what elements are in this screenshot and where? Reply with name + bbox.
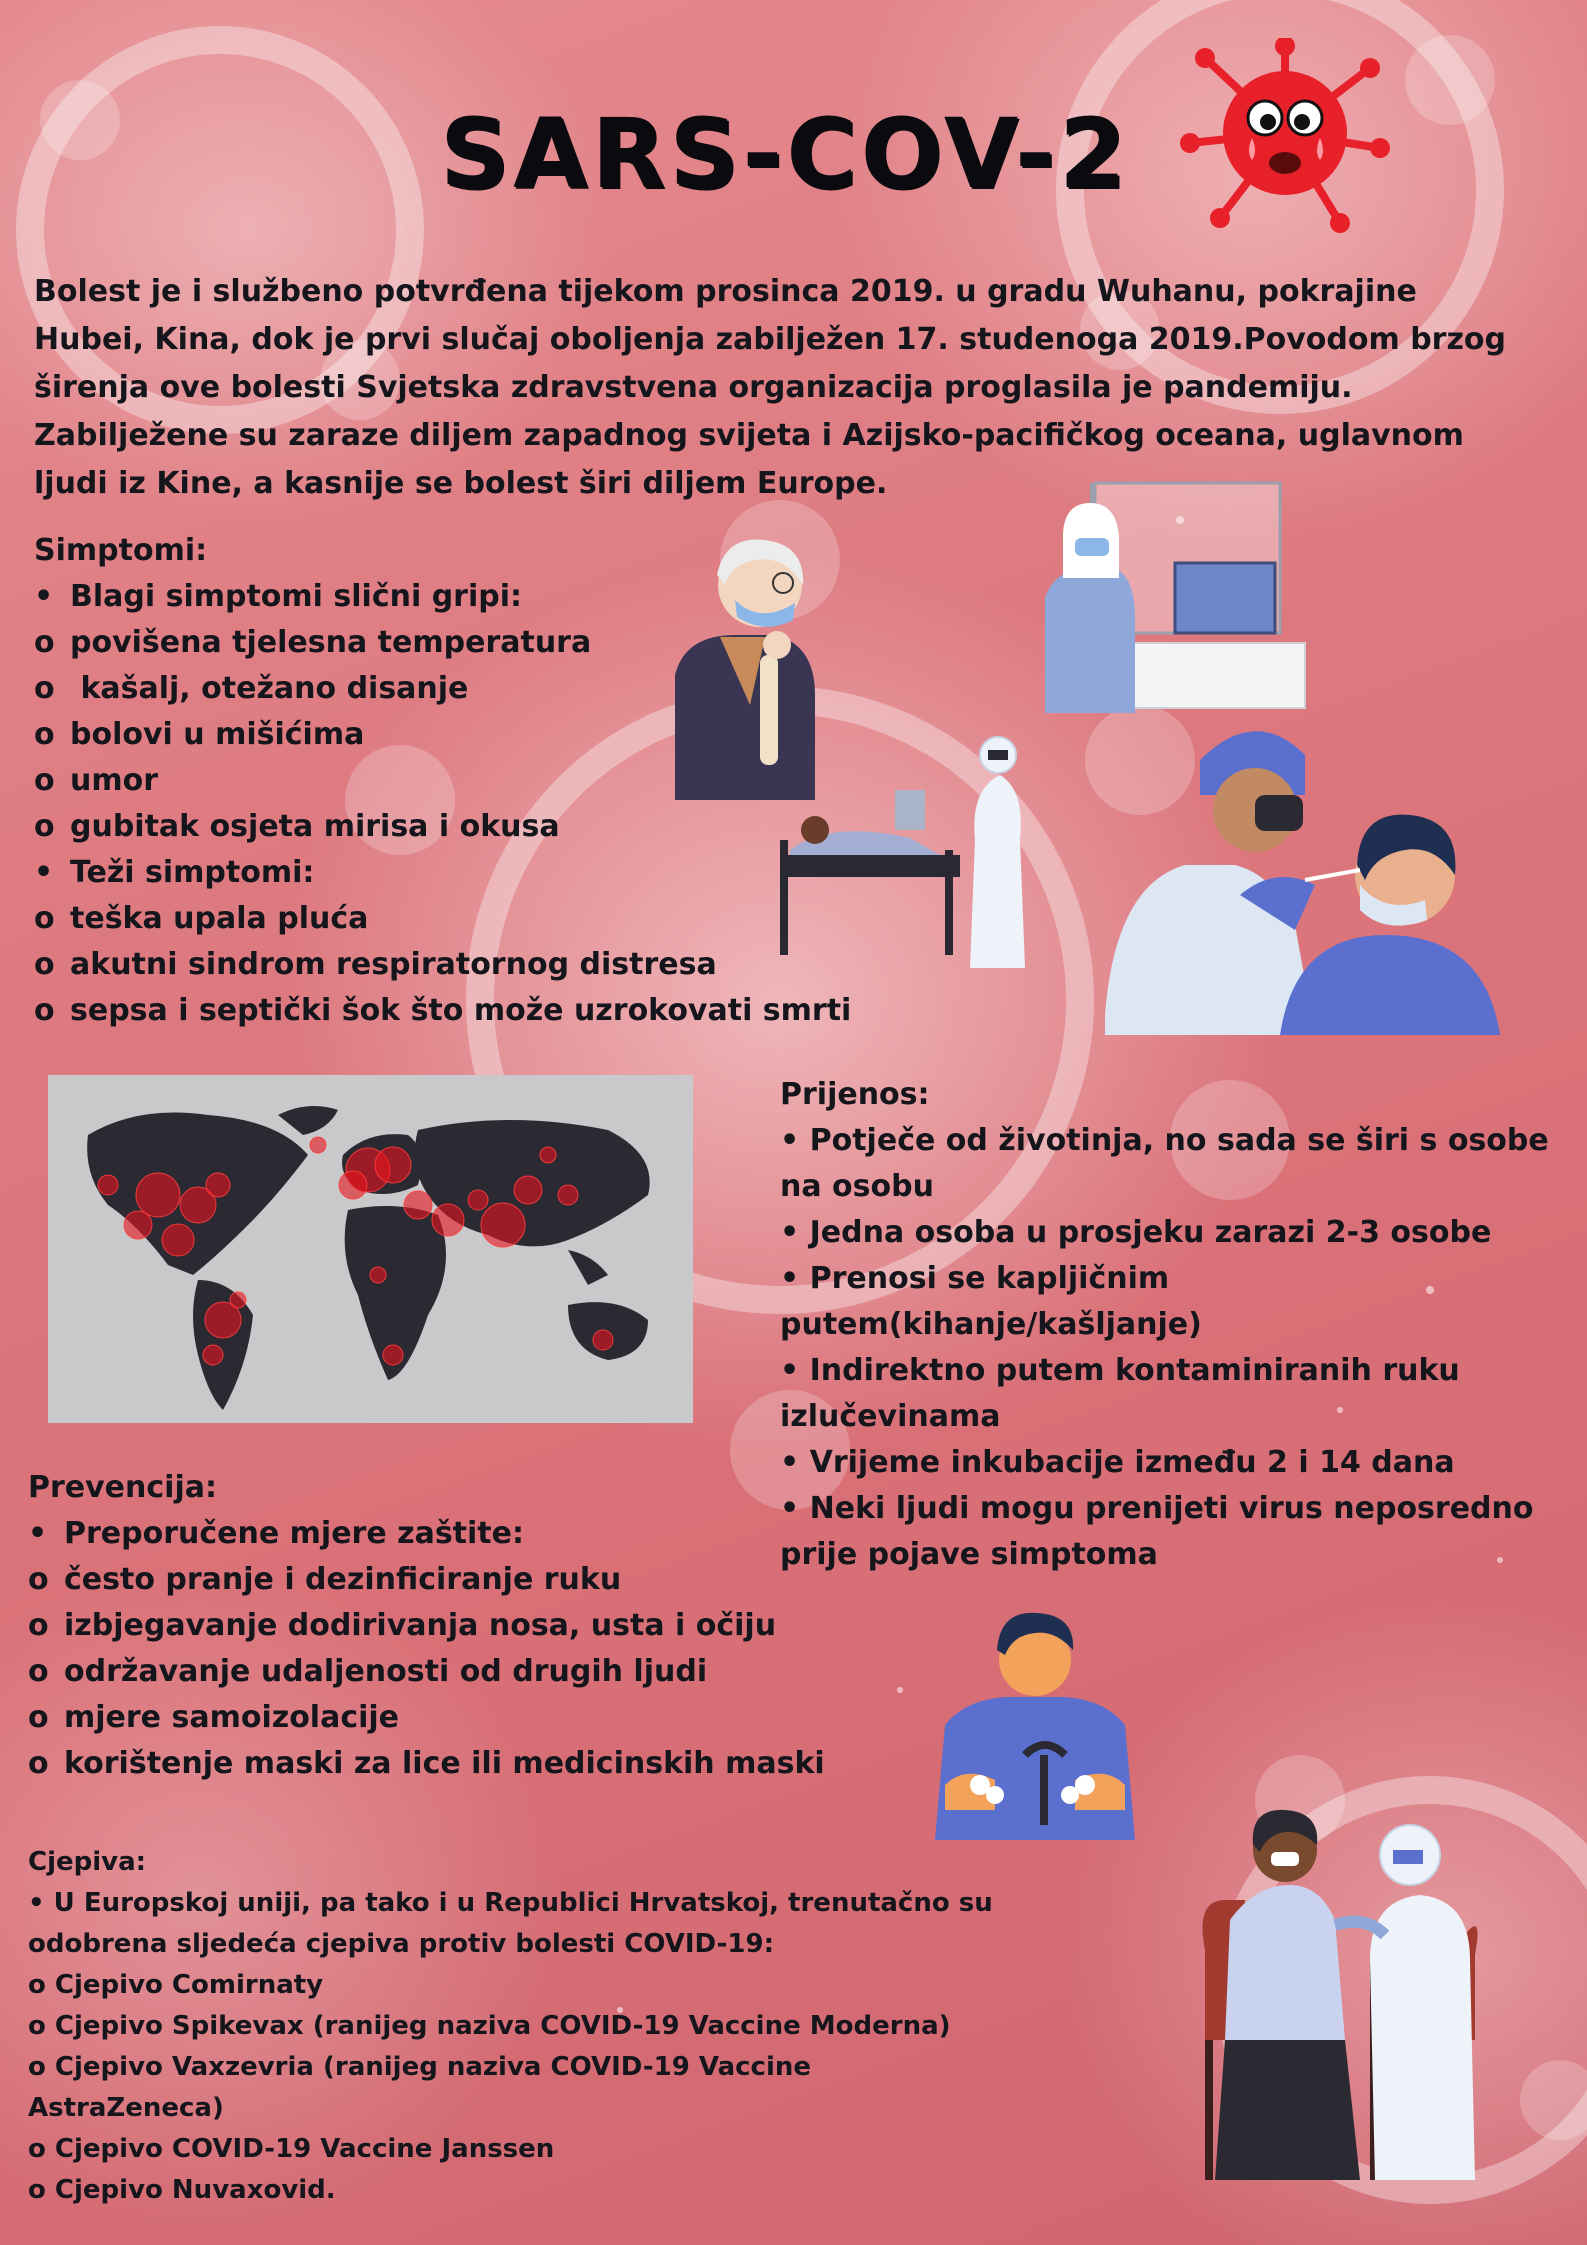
list-item: • Potječe od životinja, no sada se širi s osobe	[780, 1123, 1549, 1158]
list-item: • Preporučene mjere zaštite:	[28, 1516, 524, 1551]
list-item: AstraZeneca)	[28, 2093, 224, 2123]
reception-desk-illustration	[1035, 478, 1310, 713]
transmission-heading: Prijenos:	[780, 1077, 930, 1112]
vaccines-section	[28, 1842, 1078, 2211]
list-item: o akutni sindrom respiratornog distresa	[34, 947, 717, 982]
list-item: • Prenosi se kapljičnim	[780, 1261, 1170, 1296]
list-item: • Neki ljudi mogu prenijeti virus neposredno	[780, 1491, 1534, 1526]
page-title: SARS-COV-2	[440, 98, 1130, 210]
list-item: o Cjepivo Comirnaty	[28, 1970, 324, 2000]
list-item: o povišena tjelesna temperatura	[34, 625, 592, 660]
vaccines-heading: Cjepiva:	[28, 1847, 147, 1877]
list-item: • Blagi simptomi slični gripi:	[34, 579, 523, 614]
list-item: o Cjepivo Nuvaxovid.	[28, 2175, 336, 2205]
list-item: prije pojave simptoma	[780, 1537, 1158, 1572]
list-item: o Cjepivo COVID-19 Vaccine Janssen	[28, 2134, 555, 2164]
list-item: o umor	[34, 763, 159, 798]
list-item: odobrena sljedeća cjepiva protiv bolesti COVID-19:	[28, 1929, 774, 1959]
list-item: o bolovi u mišićima	[34, 717, 365, 752]
list-item: na osobu	[780, 1169, 934, 1204]
list-item: o često pranje i dezinficiranje ruku	[28, 1562, 622, 1597]
list-item: • Teži simptomi:	[34, 855, 315, 890]
hospital-bed-illustration	[770, 720, 1060, 968]
list-item: • Vrijeme inkubacije između 2 i 14 dana	[780, 1445, 1455, 1480]
list-item: o Cjepivo Vaxzevria (ranijeg naziva COVID-19 Vaccine	[28, 2052, 812, 2082]
list-item: o korištenje maski za lice ili medicinskih maski	[28, 1746, 825, 1781]
list-item: izlučevinama	[780, 1399, 1001, 1434]
list-item: o sepsa i septički šok što može uzrokovati smrti	[34, 993, 852, 1028]
prevention-section	[28, 1465, 888, 1787]
transmission-section	[780, 1072, 1570, 1578]
swab-test-illustration	[1105, 715, 1510, 1035]
list-item: putem(kihanje/kašljanje)	[780, 1307, 1202, 1342]
list-item: • U Europskoj uniji, pa tako i u Republici Hrvatskoj, trenutačno su	[28, 1888, 993, 1918]
list-item: o mjere samoizolacije	[28, 1700, 400, 1735]
prevention-heading: Prevencija:	[28, 1470, 217, 1505]
list-item: o gubitak osjeta mirisa i okusa	[34, 809, 560, 844]
list-item: o Cjepivo Spikevax (ranijeg naziva COVID-19 Vaccine Moderna)	[28, 2011, 951, 2041]
vaccination-illustration	[1185, 1790, 1500, 2180]
handwashing-illustration	[925, 1605, 1145, 1840]
world-map-image	[48, 1075, 693, 1423]
crying-virus-icon	[1180, 38, 1390, 238]
symptoms-heading: Simptomi:	[34, 533, 208, 568]
list-item: • Indirektno putem kontaminiranih ruku	[780, 1353, 1460, 1388]
list-item: o teška upala pluća	[34, 901, 369, 936]
list-item: o izbjegavanje dodirivanja nosa, usta i očiju	[28, 1608, 777, 1643]
intro-paragraph: Bolest je i službeno potvrđena tijekom prosinca 2019. u gradu Wuhanu, pokrajine Hubei, Kina, dok je prvi slučaj oboljenja zabilježen 17. studenoga 2019.Povodom brzog širenja ove bolesti Svjetska zdravstvena organizacija proglasila je pandemiju. Zabilježene su zaraze diljem zapadnog svijeta i Azijsko-pacifičkog oceana, uglavnom ljudi iz Kine, a kasnije se bolest širi diljem Europe.	[34, 274, 1507, 501]
list-item: o kašalj, otežano disanje	[34, 671, 469, 706]
list-item: o održavanje udaljenosti od drugih ljudi	[28, 1654, 708, 1689]
list-item: • Jedna osoba u prosjeku zarazi 2-3 osobe	[780, 1215, 1492, 1250]
